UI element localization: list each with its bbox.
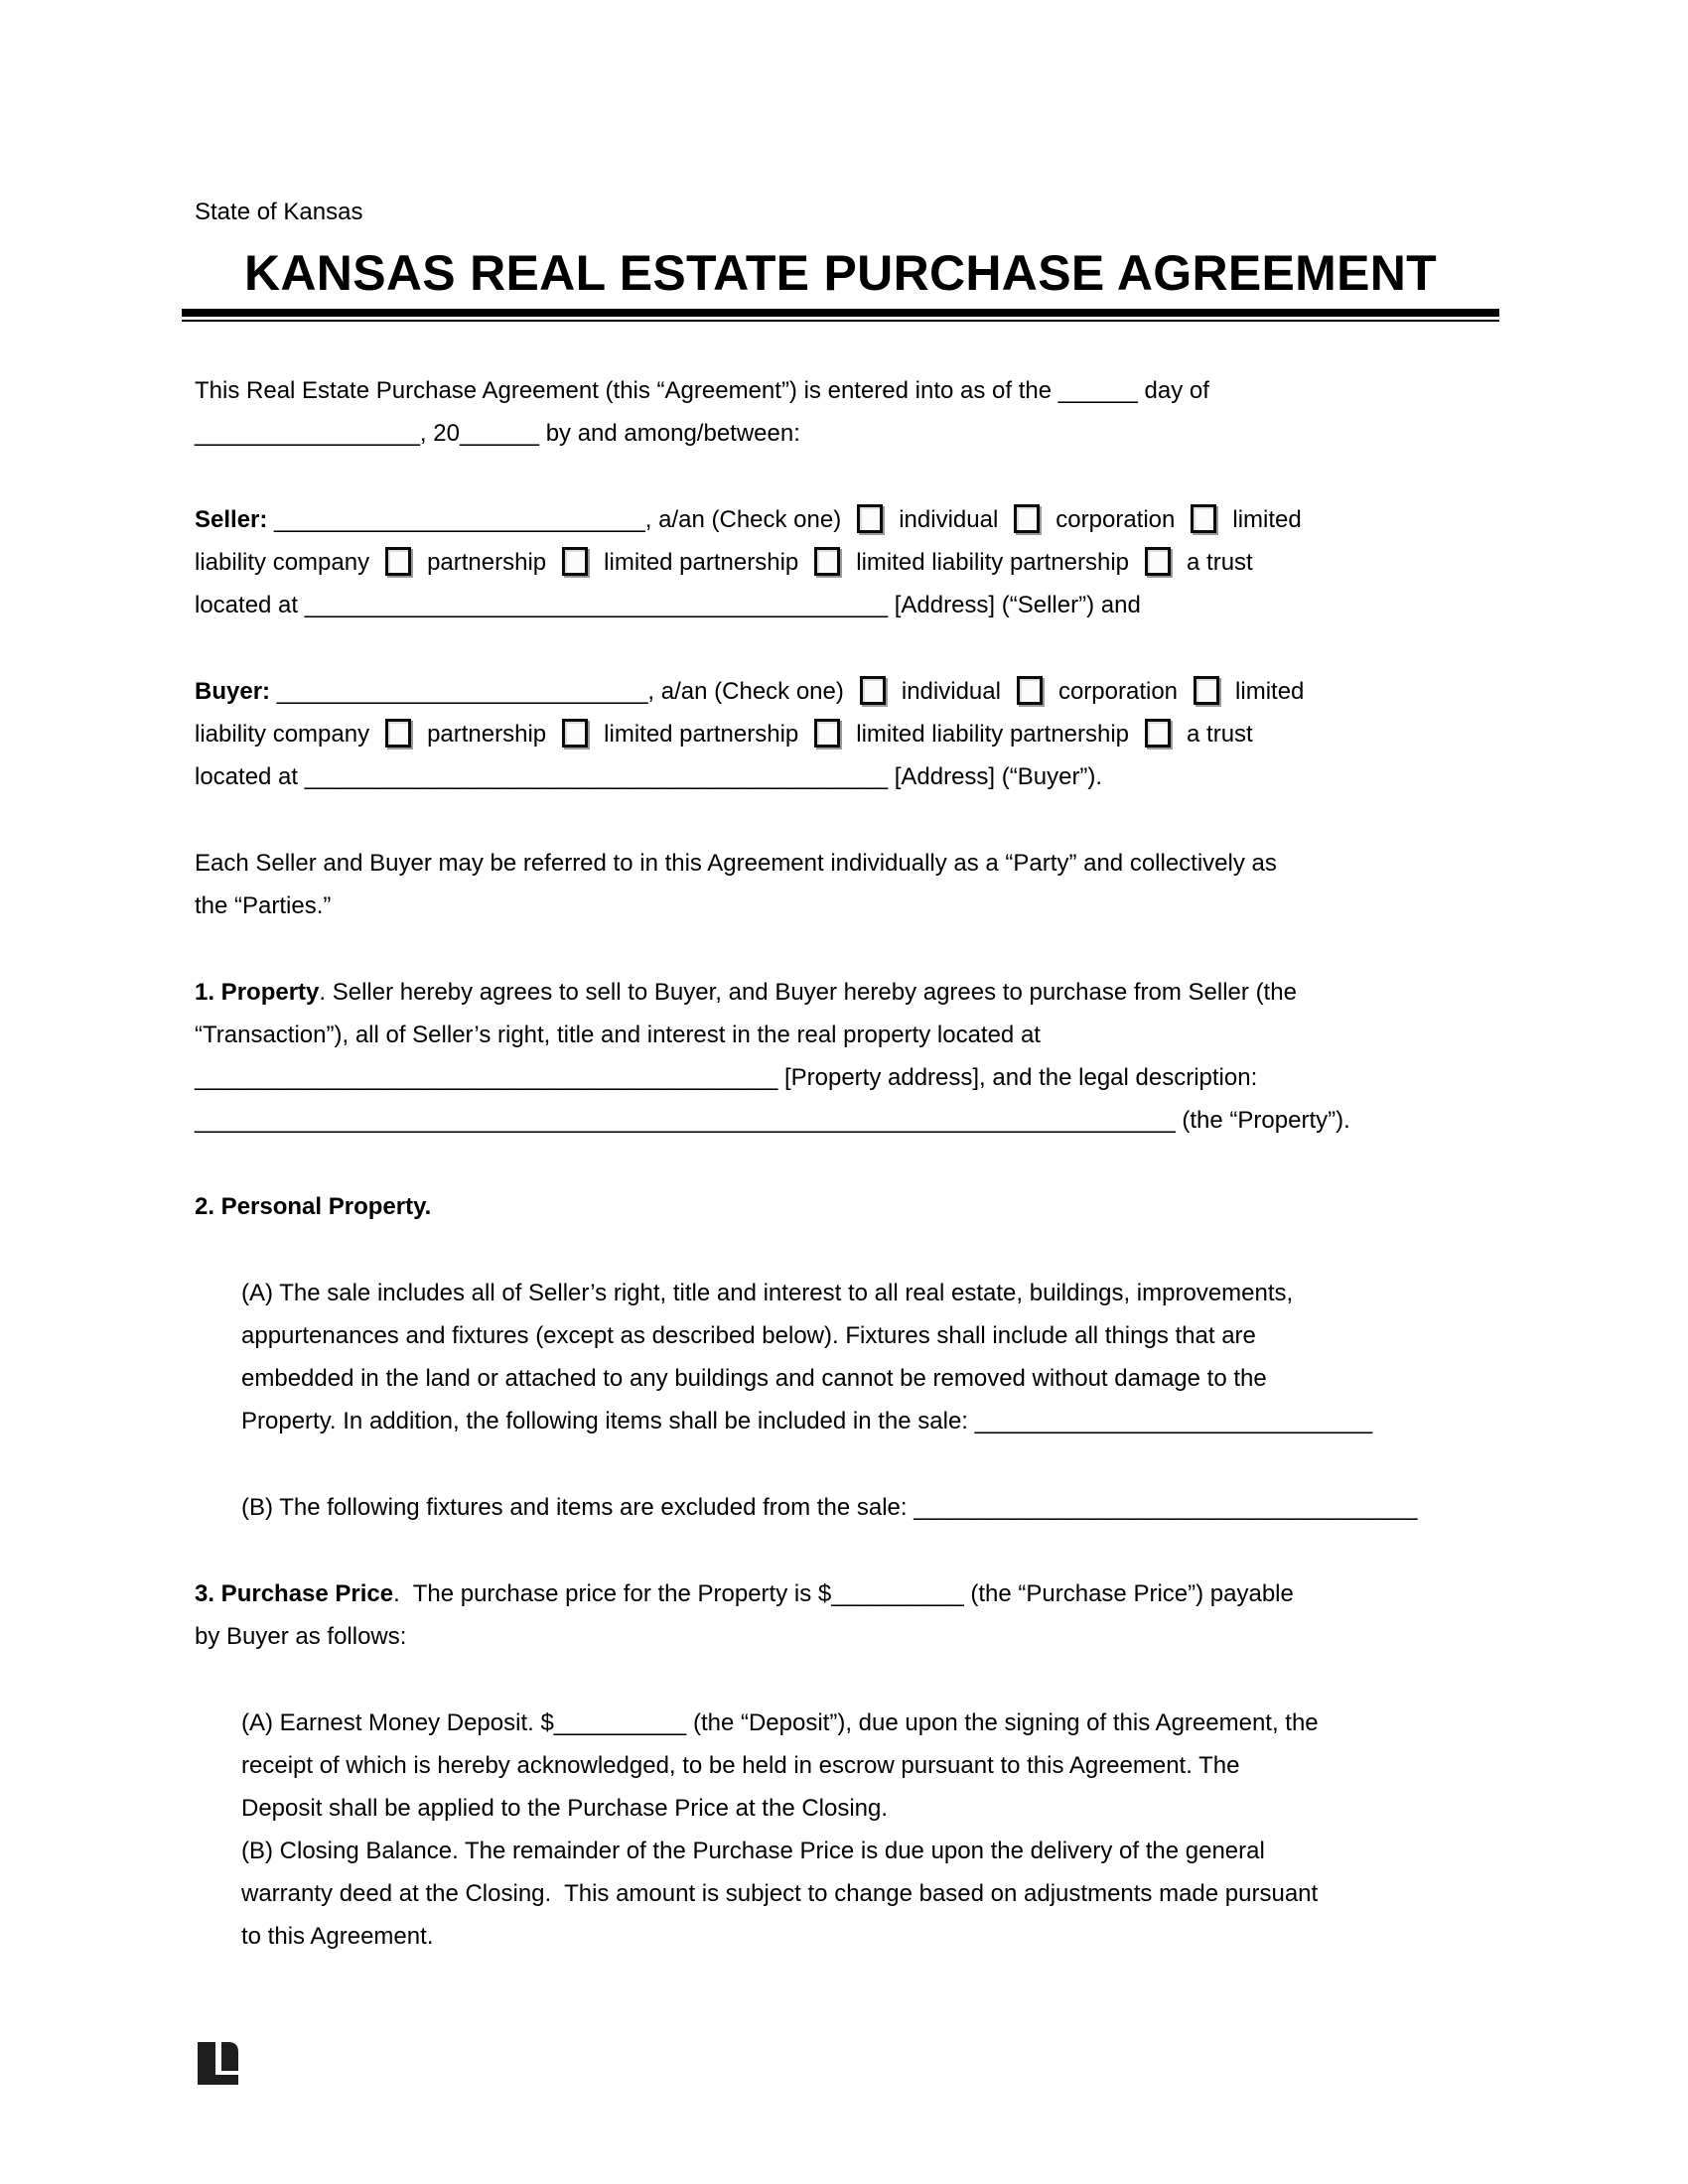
checkbox[interactable] <box>1014 504 1040 533</box>
section-3-purchase-price <box>195 1572 1501 1658</box>
checkbox[interactable] <box>814 719 840 748</box>
text-line <box>241 1702 1501 1744</box>
text-run: warranty deed at the Closing. This amount is subject to change based on adjustments made pursuant <box>241 1880 1319 1907</box>
text-run: limited partnership <box>604 549 799 576</box>
text-run: a trust <box>1187 549 1253 576</box>
text-line <box>195 885 1501 927</box>
text-line <box>241 1272 1501 1314</box>
text-run: _________________, 20______ by and among/between: <box>195 420 800 447</box>
text-run: This Real Estate Purchase Agreement (this “Agreement”) is entered into as of the ______ day of <box>195 377 1209 404</box>
checkbox[interactable] <box>562 547 588 576</box>
title-divider <box>182 309 1499 322</box>
text-run: corporation <box>1057 678 1179 705</box>
text-line <box>241 1744 1501 1787</box>
section-2a <box>241 1272 1501 1442</box>
text-run: by Buyer as follows: <box>195 1623 407 1650</box>
text-run: (B) The following fixtures and items are excluded from the sale: ______________________________________ <box>241 1494 1418 1521</box>
text-run: limited <box>1232 506 1302 533</box>
checkbox[interactable] <box>860 676 886 705</box>
text-line <box>195 1185 1501 1228</box>
text-line <box>195 842 1501 885</box>
text-line <box>195 584 1501 626</box>
text-run: (B) Closing Balance. The remainder of the Purchase Price is due upon the delivery of the general <box>241 1838 1265 1864</box>
checkbox[interactable] <box>1145 719 1171 748</box>
text-line <box>241 1486 1501 1529</box>
text-line <box>195 713 1501 755</box>
text-run: Each Seller and Buyer may be referred to in this Agreement individually as a “Party” and collectively as <box>195 850 1277 877</box>
section-3ab <box>241 1702 1501 1958</box>
text-run: liability company <box>195 549 370 576</box>
text-run: ____________________________, a/an (Check one) <box>267 506 842 533</box>
checkbox[interactable] <box>562 719 588 748</box>
text-run: (A) The sale includes all of Seller’s right, title and interest to all real estate, buildings, improvements, <box>241 1280 1294 1306</box>
buyer-clause <box>195 670 1501 798</box>
checkbox[interactable] <box>1194 676 1219 705</box>
text-run: located at ____________________________________________ [Address] (“Seller”) and <box>195 592 1141 618</box>
text-run: __________________________________________________________________________ (the “Property”). <box>195 1107 1350 1134</box>
checkbox[interactable] <box>1191 504 1216 533</box>
text-line <box>195 369 1501 412</box>
bold-label: 1. Property <box>195 979 320 1006</box>
text-line <box>241 1400 1501 1442</box>
text-run: limited partnership <box>604 721 799 748</box>
text-line <box>195 498 1501 541</box>
bold-label: 2. Personal Property. <box>195 1193 432 1220</box>
text-run: limited liability partnership <box>856 721 1130 748</box>
text-run: individual <box>899 506 999 533</box>
page-title: KANSAS REAL ESTATE PURCHASE AGREEMENT <box>243 245 1438 301</box>
text-run: corporation <box>1055 506 1176 533</box>
section-2-heading <box>195 1185 1501 1228</box>
text-run: embedded in the land or attached to any buildings and cannot be removed without damage to the <box>241 1365 1267 1392</box>
bold-label: 3. Purchase Price <box>195 1580 394 1607</box>
checkbox[interactable] <box>1145 547 1171 576</box>
text-run: partnership <box>427 549 547 576</box>
text-line <box>195 541 1501 584</box>
text-line <box>241 1357 1501 1400</box>
text-line <box>195 1014 1501 1056</box>
legal-templates-logo <box>198 2042 238 2085</box>
section-2b <box>241 1486 1501 1529</box>
text-run: the “Parties.” <box>195 892 332 919</box>
checkbox[interactable] <box>385 547 411 576</box>
text-line <box>241 1314 1501 1357</box>
text-run: liability company <box>195 721 370 748</box>
text-line <box>195 1572 1501 1615</box>
text-run: individual <box>901 678 1001 705</box>
text-run: . Seller hereby agrees to sell to Buyer, and Buyer hereby agrees to purchase from Seller (the <box>319 979 1297 1006</box>
legal-templates-logo-glyph <box>198 2042 238 2085</box>
divider-thin-line <box>182 320 1499 322</box>
text-run: (A) Earnest Money Deposit. $__________ (the “Deposit”), due upon the signing of this Agreement, the <box>241 1709 1319 1736</box>
text-line <box>195 1056 1501 1099</box>
bold-label: Seller: <box>195 506 268 533</box>
checkbox[interactable] <box>814 547 840 576</box>
text-line <box>241 1872 1501 1915</box>
checkbox[interactable] <box>385 719 411 748</box>
text-run: to this Agreement. <box>241 1923 434 1950</box>
text-run: a trust <box>1187 721 1253 748</box>
text-run: located at ____________________________________________ [Address] (“Buyer”). <box>195 763 1103 790</box>
document-body <box>195 369 1501 2001</box>
text-line <box>241 1915 1501 1958</box>
text-run: ____________________________, a/an (Check one) <box>270 678 844 705</box>
text-line <box>195 1099 1501 1142</box>
text-run: . The purchase price for the Property is $__________ (the “Purchase Price”) payable <box>393 1580 1294 1607</box>
text-line <box>241 1830 1501 1872</box>
text-run: Property. In addition, the following items shall be included in the sale: ______________________________ <box>241 1408 1373 1434</box>
text-run: receipt of which is hereby acknowledged, to be held in escrow pursuant to this Agreement. The <box>241 1752 1240 1779</box>
checkbox[interactable] <box>1017 676 1043 705</box>
text-line <box>195 670 1501 713</box>
text-line <box>241 1787 1501 1830</box>
text-line <box>195 412 1501 455</box>
text-line <box>195 755 1501 798</box>
seller-clause <box>195 498 1501 626</box>
text-run: “Transaction”), all of Seller’s right, title and interest in the real property located at <box>195 1022 1041 1048</box>
text-line <box>195 971 1501 1014</box>
text-line <box>195 1615 1501 1658</box>
state-label: State of Kansas <box>195 199 363 225</box>
text-run: ____________________________________________ [Property address], and the legal description: <box>195 1064 1258 1091</box>
parties-clause <box>195 842 1501 927</box>
intro-paragraph <box>195 369 1501 455</box>
text-run: limited <box>1235 678 1305 705</box>
section-1-property <box>195 971 1501 1142</box>
divider-thick-line <box>182 309 1499 317</box>
text-run: Deposit shall be applied to the Purchase Price at the Closing. <box>241 1795 889 1822</box>
text-run: appurtenances and fixtures (except as described below). Fixtures shall include all things that are <box>241 1322 1256 1349</box>
text-run: partnership <box>427 721 547 748</box>
text-run: limited liability partnership <box>856 549 1130 576</box>
bold-label: Buyer: <box>195 678 271 705</box>
checkbox[interactable] <box>857 504 883 533</box>
